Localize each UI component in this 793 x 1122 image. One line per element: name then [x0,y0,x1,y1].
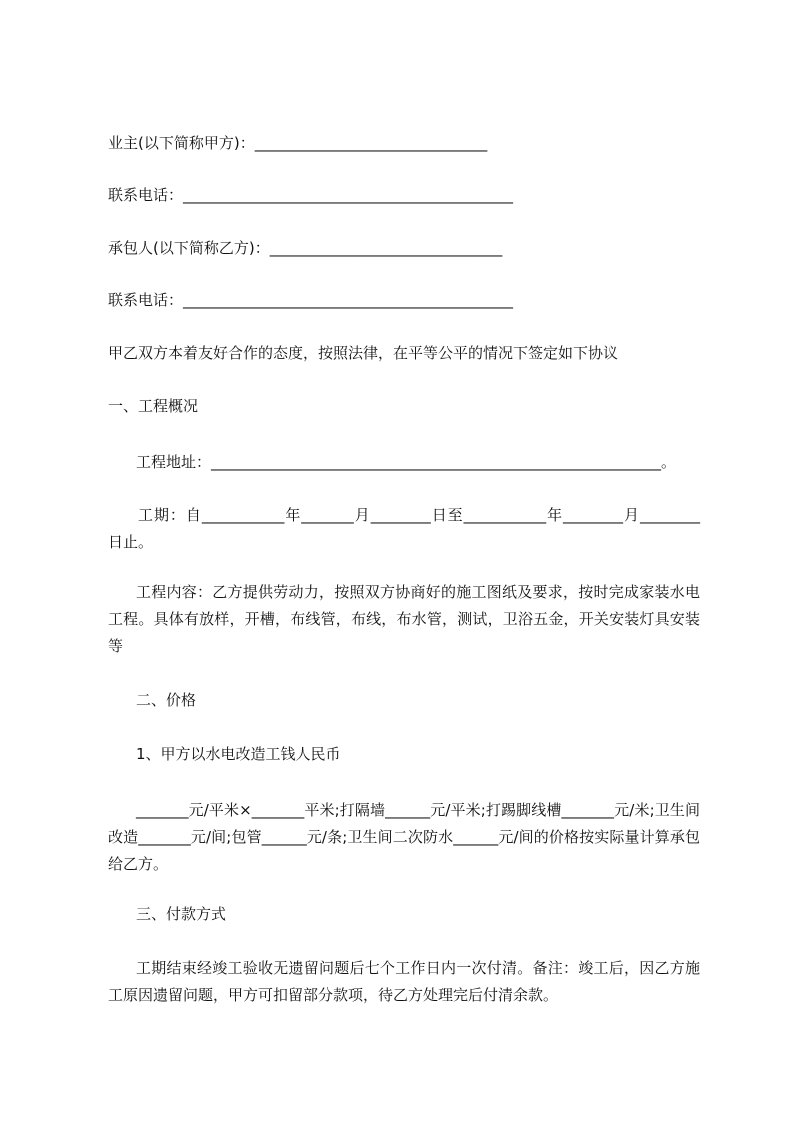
contractor-phone-line [108,290,513,310]
address-line [136,452,676,472]
section-2-title: 二、价格 [136,691,197,709]
contractor-field: _______________________________ [269,239,503,257]
address-field: ____________________________________________________________ [211,453,662,471]
period-paragraph: 工期：自___________年_______月________日至___________年________月________日止。 [108,506,700,551]
content-paragraph: 工程内容：乙方提供劳动力，按照双方协商好的施工图纸及要求，按时完成家装水电工程。具体有放样，开槽，布线管，布线，布水管，测试，卫浴五金，开关安装灯具安装等 [108,583,700,655]
contractor-line [108,238,502,258]
intro-paragraph: 甲乙双方本着友好合作的态度，按照法律，在平等公平的情况下签定如下协议 [108,344,619,362]
owner-phone-line [108,185,513,205]
price-detail-paragraph: _______元/平米×_______平米;打隔墙______元/平米;打踢脚线槽_______元/米;卫生间改造_______元/间;包管______元/条;卫生间二次防水______元/间的价格按实际量计算承包给乙方。 [108,801,700,873]
contractor-phone-label: 联系电话： [108,291,184,309]
owner-label: 业主(以下简称甲方)： [108,134,255,152]
owner-field: _______________________________ [254,134,488,152]
section-1-title: 一、工程概况 [108,397,199,415]
address-suffix: 。 [661,453,677,471]
owner-phone-field: ____________________________________________ [183,186,514,204]
payment-paragraph: 工期结束经竣工验收无遗留问题后七个工作日内一次付清。备注：竣工后，因乙方施工原因遗留问题，甲方可扣留部分款项，待乙方处理完后付清余款。 [108,959,700,1004]
address-label: 工程地址： [136,453,212,471]
owner-phone-label: 联系电话： [108,186,184,204]
contractor-phone-field: ____________________________________________ [183,291,514,309]
price-intro: 1、甲方以水电改造工钱人民币 [136,745,341,763]
owner-line [108,133,487,153]
contractor-label: 承包人(以下简称乙方)： [108,239,270,257]
section-3-title: 三、付款方式 [136,905,227,923]
